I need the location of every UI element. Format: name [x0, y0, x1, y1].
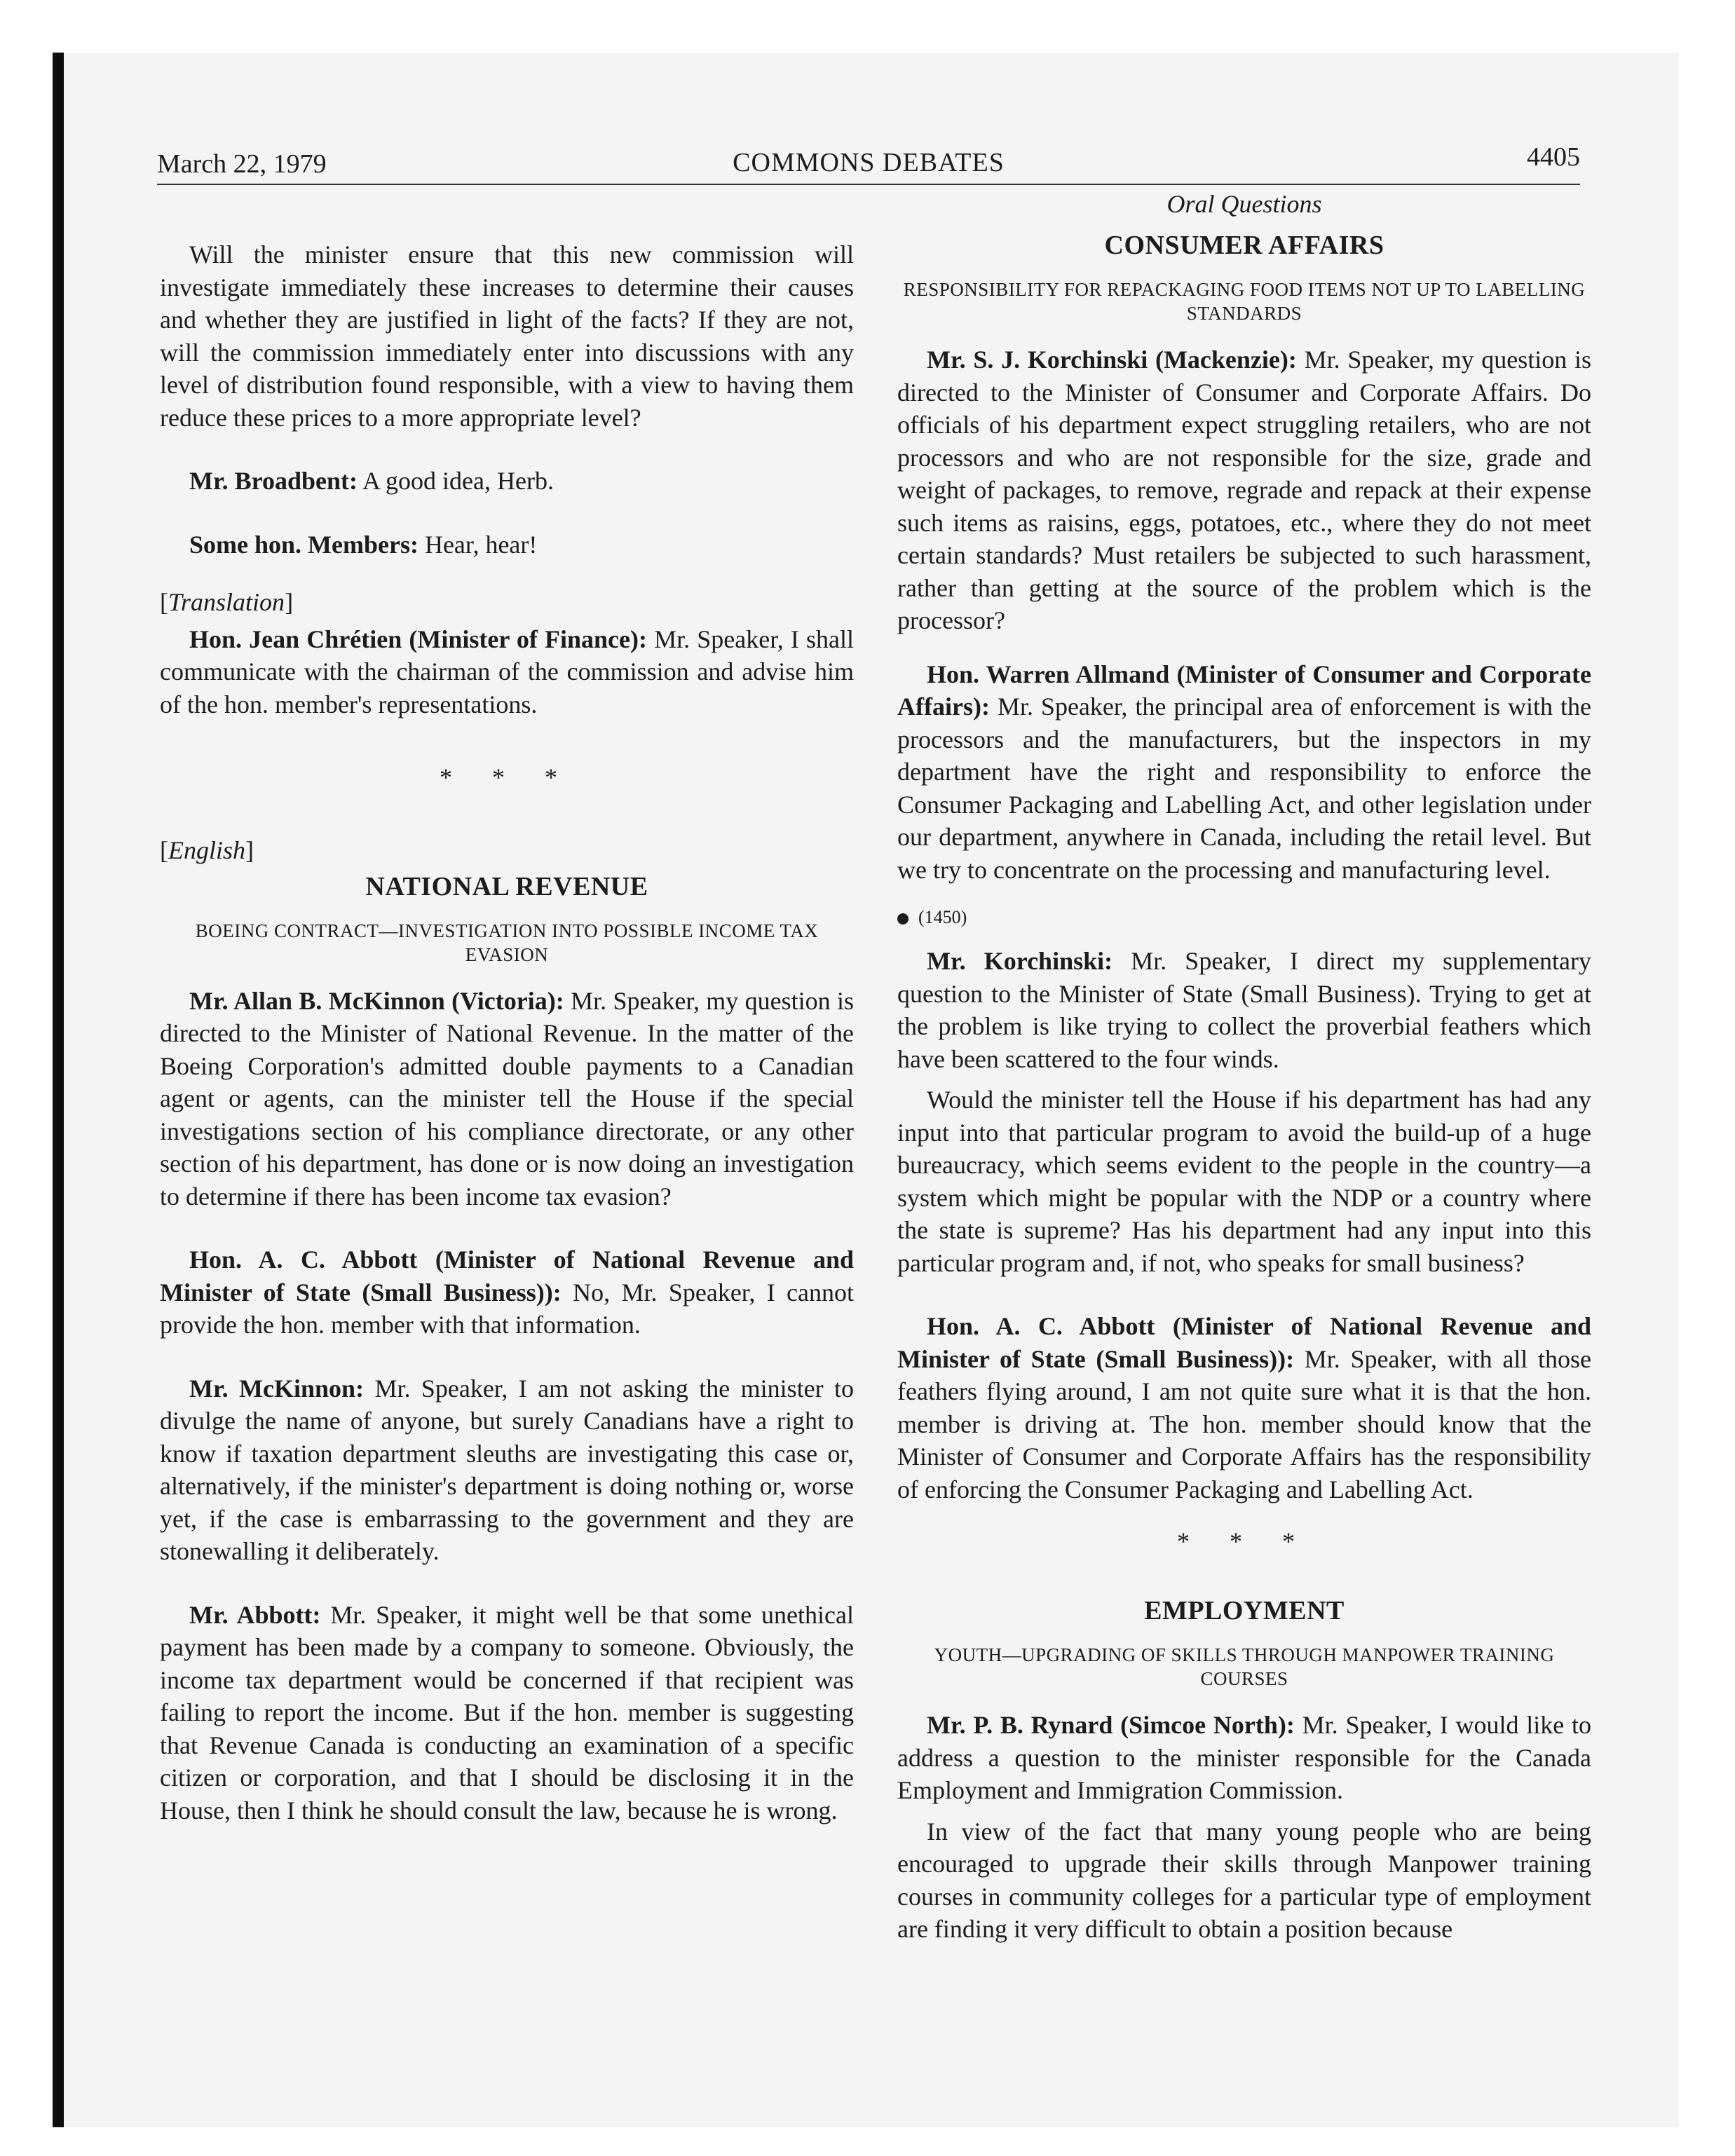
speech-text: No, Mr. Speaker, I cannot provide the hon. member with that information. — [160, 1278, 855, 1339]
speech-broadbent — [160, 465, 854, 498]
speech-text: Mr. Speaker, with all those feathers flying around, I am not quite sure what it is that the hon. member is driving at. The hon. member should know that the Minister of Consumer and Corporate Affairs has the responsibility of enforcing the Consumer Packaging and Labelling Act. — [897, 1344, 1591, 1503]
speech-abbott-answer — [897, 1310, 1591, 1506]
speech-text: Mr. Speaker, it might well be that some unethical payment has been made by a company to someone. Obviously, the income tax department would be concerned if that recipient was failing to report the income. But if the hon. member is suggesting that Revenue Canada is conducting an examination of a specific citizen or corporation, and that I should be disclosing it in the House, then I think he should consult the law, because he is wrong. — [160, 1600, 855, 1824]
header-date: March 22, 1979 — [157, 149, 327, 179]
speech-text: Mr. Speaker, I am not asking the minister to divulge the name of anyone, but surely Canadians have a right to know if taxation department sleuths are investigating this case or, alternatively, if the minister's department is doing nothing or, worse yet, if the case is embarrassing to the government and they are stonewalling it deliberately. — [160, 1374, 854, 1565]
speech-chretien — [160, 623, 854, 721]
translation-tag: [Translation] — [160, 588, 294, 616]
speech-rynard — [897, 1709, 1591, 1807]
rubric-oral-questions: Oral Questions — [1166, 190, 1322, 218]
timestamp: (1450) — [918, 907, 967, 927]
speech-korchinski — [897, 343, 1591, 637]
speaker-name: Hon. A. C. Abbott (Minister of National Revenue and Minister of State (Small Business)): — [897, 1312, 1591, 1373]
speech-mckinnon-followup — [160, 1372, 854, 1568]
speaker-name: Hon. Jean Chrétien (Minister of Finance): — [189, 625, 647, 653]
page-number: 4405 — [1527, 142, 1580, 172]
section-heading: NATIONAL REVENUE — [365, 871, 648, 901]
binding-edge — [53, 53, 64, 2127]
bullet-icon — [897, 913, 909, 925]
speech-text: Mr. Speaker, my question is directed to the Minister of Consumer and Corporate Affairs. Do officials of his department expect struggling retailers, who are not processors and who are not responsible for the size, grade and weight of packages, to remove, regrade and repack at their expense such items as raisins, eggs, potatoes, etc., where they do not meet certain standards? Must retailers be subjected to such harassment, rather than getting at the source of the problem which is the processor? — [897, 346, 1592, 634]
section-separator: * * * — [1177, 1527, 1312, 1555]
speaker-name: Mr. P. B. Rynard (Simcoe North): — [927, 1711, 1295, 1739]
header-rule — [157, 184, 1580, 185]
paragraph-question-continued: Will the minister ensure that this new commission will investigate immediately these increases to determine their causes and whether they are justified in light of the facts? If they are not, will the commission immediately enter into discussions with any level of distribution found responsible, with a view to having them reduce these prices to a more appropriate level? — [160, 240, 854, 432]
speaker-name: Mr. Korchinski: — [927, 947, 1113, 975]
paragraph-korchinski-continued: Would the minister tell the House if his department has had any input into that particular program to avoid the build-up of a huge bureaucracy, which seems evident to the people in the country—a system which might be popular with the NDP or a country where the state is supreme? Has his department had any input into this particular program and, if not, who speaks for small business? — [897, 1086, 1591, 1277]
english-tag: [English] — [160, 836, 254, 864]
paragraph-rynard-continued: In view of the fact that many young people who are being encouraged to upgrade their skills through Manpower training courses in community colleges for a particular type of employment are finding it very difficult to obtain a position because — [897, 1817, 1591, 1943]
speaker-name: Mr. McKinnon: — [189, 1374, 365, 1403]
speech-text: Mr. Speaker, I direct my supplementary question to the Minister of State (Small Business). Trying to get at the problem is like trying to collect the proverbial feathers which have been scattered to the four winds. — [897, 947, 1591, 1073]
speech-members — [160, 528, 854, 561]
right-column — [897, 189, 1591, 1967]
subsection-heading: RESPONSIBILITY FOR REPACKAGING FOOD ITEMS NOT UP TO LABELLING STANDARDS — [903, 279, 1586, 324]
subsection-heading: YOUTH—UPGRADING OF SKILLS THROUGH MANPOWER TRAINING COURSES — [934, 1644, 1555, 1689]
speech-text: Mr. Speaker, I shall communicate with the chairman of the commission and advise him of the hon. member's representations. — [160, 625, 855, 718]
speaker-name: Some hon. Members: — [189, 530, 419, 559]
speech-text: A good idea, Herb. — [362, 467, 554, 495]
left-column — [160, 238, 854, 1848]
speech-text: Mr. Speaker, I would like to address a question to the minister responsible for the Canada Employment and Immigration Commission. — [897, 1711, 1591, 1804]
speech-korchinski-supplementary — [897, 945, 1591, 1075]
tag-text: Translation — [168, 588, 285, 616]
page-header — [157, 137, 1580, 185]
speech-abbott-reply — [160, 1599, 854, 1827]
tag-text: English — [168, 836, 246, 864]
time-marker — [897, 907, 1591, 928]
speaker-name: Mr. Allan B. McKinnon (Victoria): — [189, 986, 564, 1015]
speaker-name: Mr. Broadbent: — [189, 467, 358, 495]
speaker-name: Mr. S. J. Korchinski (Mackenzie): — [927, 346, 1297, 374]
speaker-name: Hon. Warren Allmand (Minister of Consumer and Corporate Affairs): — [897, 660, 1591, 721]
section-heading: CONSUMER AFFAIRS — [1104, 231, 1384, 260]
speaker-name: Hon. A. C. Abbott (Minister of National Revenue and Minister of State (Small Business)): — [160, 1246, 854, 1306]
section-separator: * * * — [440, 763, 574, 791]
speech-mckinnon — [160, 985, 854, 1213]
speech-text: Hear, hear! — [424, 530, 538, 559]
section-heading: EMPLOYMENT — [1144, 1596, 1345, 1625]
speaker-name: Mr. Abbott: — [189, 1600, 321, 1629]
speech-allmand — [897, 658, 1591, 887]
speech-text: Mr. Speaker, my question is directed to the Minister of National Revenue. In the matter of the Boeing Corporation's admitted double payments to a Canadian agent or agents, can the minister tell the House if the special investigations section of his compliance directorate, or any other section of his department, has done or is now doing an investigation to determine if there has been income tax evasion? — [160, 986, 855, 1210]
subsection-heading: BOEING CONTRACT—INVESTIGATION INTO POSSIBLE INCOME TAX EVASION — [195, 920, 819, 965]
speech-text: Mr. Speaker, the principal area of enforcement is with the processors and the manufacturers, but the inspectors in my department have the right and responsibility to enforce the Consumer Packaging and Labelling Act, and other legislation under our department, anywhere in Canada, including the retail level. But we try to concentrate on the processing and manufacturing level. — [897, 692, 1592, 884]
header-title: COMMONS DEBATES — [733, 148, 1005, 177]
speech-abbott — [160, 1243, 854, 1342]
